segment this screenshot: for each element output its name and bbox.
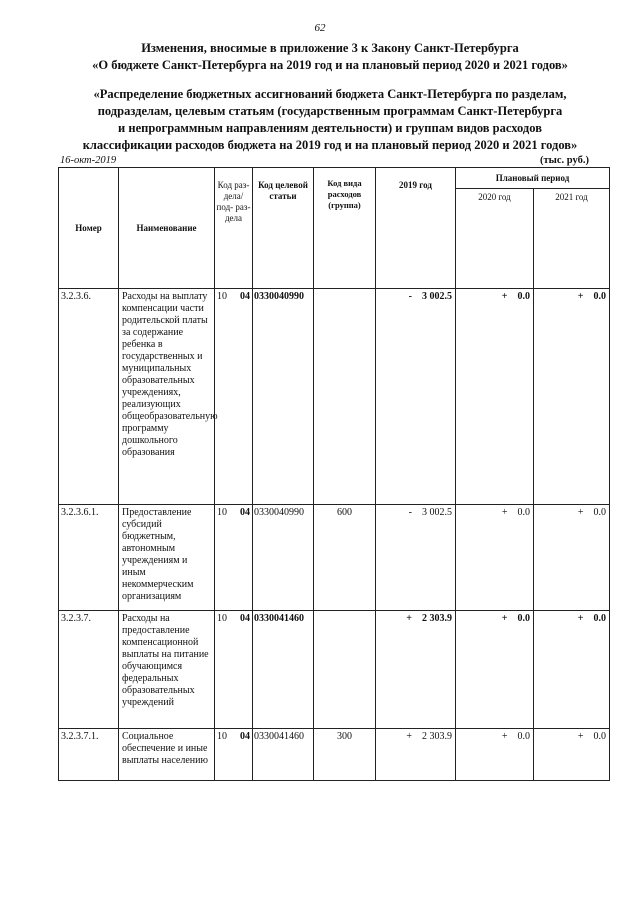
value-2021: 0.0 — [593, 291, 606, 302]
appendix-title-line-3: и непрограммным направлениям деятельности) и группам видов расходов — [118, 121, 542, 135]
value-2020: 0.0 — [517, 291, 530, 302]
row-amount-2021 — [534, 729, 610, 781]
podrazdel-code: 04 — [240, 291, 250, 302]
row-amount-2020 — [456, 505, 534, 611]
value-2021: 0.0 — [593, 613, 606, 624]
value-2020: 0.0 — [517, 731, 530, 742]
header-target-article-code: Код целевой статьи — [253, 168, 314, 289]
row-amount-2019 — [376, 289, 456, 505]
row-amount-2021 — [534, 289, 610, 505]
table-row — [59, 611, 610, 729]
razdel-code: 10 — [217, 613, 227, 624]
row-target-code — [253, 505, 314, 611]
document-heading-line-1: Изменения, вносимые в приложение 3 к Закону Санкт-Петербурга — [141, 41, 519, 55]
row-amount-2020 — [456, 729, 534, 781]
header-2020: 2020 год — [456, 189, 534, 289]
sign-2021: + — [577, 291, 584, 302]
appendix-title-line-4: классификации расходов бюджета на 2019 год и на плановый период 2020 и 2021 годов» — [82, 138, 578, 152]
table-row — [59, 729, 610, 781]
row-razdel — [215, 729, 253, 781]
row-name — [119, 289, 218, 505]
row-amount-2019 — [376, 729, 456, 781]
row-expense-type — [314, 505, 376, 611]
row-expense-type — [314, 611, 376, 729]
sign-2019: - — [408, 291, 412, 302]
header-2019: 2019 год — [376, 168, 456, 289]
row-amount-2020 — [456, 611, 534, 729]
razdel-code: 10 — [217, 291, 227, 302]
target-code-text: 0330040990 — [254, 291, 304, 302]
row-amount-2020 — [456, 289, 534, 505]
value-2019: 2 303.9 — [422, 613, 452, 624]
header-number: Номер — [59, 168, 119, 289]
table-row — [59, 505, 610, 611]
sign-2019: + — [406, 731, 412, 742]
row-razdel — [215, 611, 253, 729]
row-name — [119, 729, 215, 781]
podrazdel-code: 04 — [240, 507, 250, 518]
row-amount-2019 — [376, 611, 456, 729]
row-amount-2021 — [534, 505, 610, 611]
value-2021: 0.0 — [593, 507, 606, 518]
header-expense-type-code: Код вида расходов (группа) — [314, 168, 376, 289]
row-name-text: Социальное обеспечение и иные выплаты населению — [122, 731, 208, 766]
row-name-text: Предоставление субсидий бюджетным, автономным учреждениям и иным некоммерческим организациям — [122, 507, 194, 602]
value-2020: 0.0 — [517, 613, 530, 624]
row-number — [59, 289, 119, 505]
row-target-code — [253, 611, 314, 729]
sign-2021: + — [577, 613, 584, 624]
target-code-text: 0330041460 — [254, 613, 304, 624]
podrazdel-code: 04 — [240, 613, 250, 624]
units-label: (тыс. руб.) — [540, 155, 589, 166]
razdel-code: 10 — [217, 731, 227, 742]
sign-2021: + — [577, 507, 584, 518]
document-heading-line-2: «О бюджете Санкт-Петербурга на 2019 год и на плановый период 2020 и 2021 годов» — [92, 58, 568, 72]
expense-type-text: 600 — [337, 507, 352, 518]
row-number-text: 3.2.3.6.1. — [61, 507, 99, 518]
sign-2019: - — [408, 507, 412, 518]
sign-2020: + — [501, 731, 508, 742]
row-target-code — [253, 729, 314, 781]
row-expense-type — [314, 729, 376, 781]
value-2019: 2 303.9 — [422, 731, 452, 742]
value-2021: 0.0 — [593, 731, 606, 742]
value-2020: 0.0 — [517, 507, 530, 518]
row-number-text: 3.2.3.7. — [61, 613, 91, 624]
row-number — [59, 611, 119, 729]
row-number-text: 3.2.3.6. — [61, 291, 91, 302]
expense-type-text: 300 — [337, 731, 352, 742]
row-target-code — [253, 289, 314, 505]
header-plan-period: Плановый период — [456, 168, 610, 189]
row-name — [119, 505, 215, 611]
row-expense-type — [314, 289, 376, 505]
sign-2021: + — [577, 731, 584, 742]
page-number: 62 — [314, 22, 326, 34]
value-2019: 3 002.5 — [422, 291, 452, 302]
document-date: 16-окт-2019 — [60, 155, 117, 166]
row-amount-2021 — [534, 611, 610, 729]
podrazdel-code: 04 — [240, 731, 250, 742]
appendix-title-line-1: «Распределение бюджетных ассигнований бюджета Санкт-Петербурга по разделам, — [93, 87, 567, 101]
target-code-text: 0330040990 — [254, 507, 304, 518]
row-name-text: Расходы на выплату компенсации части родительской платы за содержание ребенка в государственных и муниципальных образовательных учреждениях, реализующих общеобразовательную программу дошкольного образования — [122, 291, 218, 458]
razdel-code: 10 — [217, 507, 227, 518]
sign-2019: + — [406, 613, 412, 624]
header-razdel-code: Код раз- дела/ под- раз- дела — [215, 168, 253, 289]
row-number-text: 3.2.3.7.1. — [61, 731, 99, 742]
header-name: Наименование — [119, 168, 215, 289]
row-name — [119, 611, 215, 729]
row-razdel — [215, 289, 253, 505]
row-name-text: Расходы на предоставление компенсационной выплаты на питание обучающимся федеральных образовательных учреждений — [122, 613, 209, 708]
sign-2020: + — [501, 507, 508, 518]
table-row — [59, 289, 610, 505]
row-amount-2019 — [376, 505, 456, 611]
target-code-text: 0330041460 — [254, 731, 304, 742]
sign-2020: + — [501, 613, 508, 624]
value-2019: 3 002.5 — [422, 507, 452, 518]
header-2021: 2021 год — [534, 189, 610, 289]
row-number — [59, 505, 119, 611]
budget-table — [58, 167, 610, 781]
appendix-title-line-2: подразделам, целевым статьям (государственным программам Санкт-Петербурга — [97, 104, 563, 118]
row-number — [59, 729, 119, 781]
sign-2020: + — [501, 291, 508, 302]
row-razdel — [215, 505, 253, 611]
